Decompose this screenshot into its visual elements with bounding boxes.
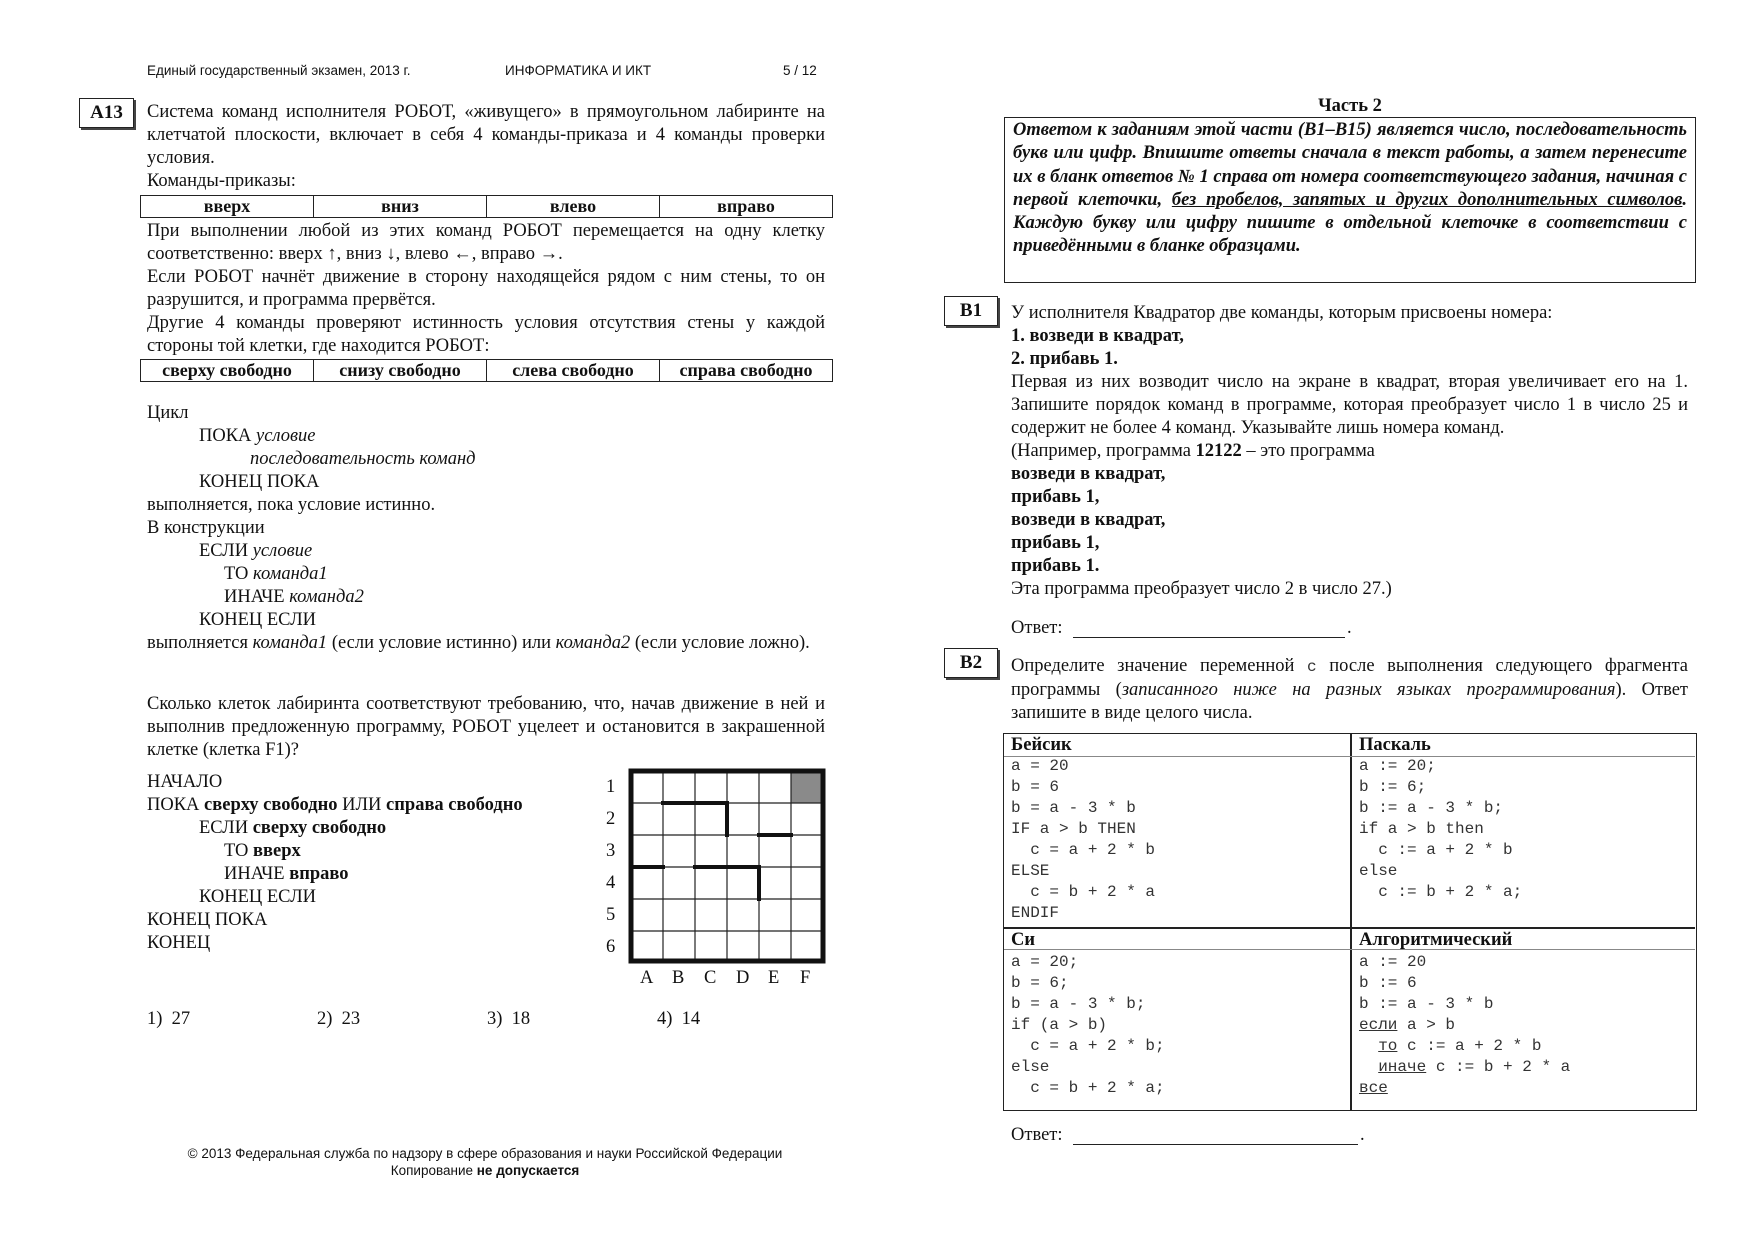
- c-code: [1011, 952, 1165, 1099]
- prog-while-kw: ПОКА: [147, 795, 200, 815]
- code-line: c = b + 2 * a;: [1011, 1079, 1165, 1097]
- lang-c-name: Си: [1011, 930, 1036, 950]
- maze-walls: [631, 803, 791, 899]
- else-line: [147, 586, 825, 609]
- code-table: [1003, 733, 1697, 1111]
- instr-part-2: . Каждую букву или цифру пишите в отдельной клеточке в соответствии с приведёнными в бланке образцами.: [1013, 189, 1688, 257]
- b1-example-a: (Например, программа: [1011, 441, 1191, 461]
- prog-else-kw: ИНАЧЕ: [224, 864, 285, 884]
- else-kw: ИНАЧЕ: [224, 587, 285, 607]
- row-label-6: 6: [606, 937, 616, 957]
- prog-else-line: [147, 863, 587, 886]
- footer-copy-a: Копирование: [390, 1163, 474, 1178]
- code-line: c = a + 2 * b;: [1011, 1037, 1165, 1055]
- option-4-val: 14: [681, 1009, 701, 1029]
- code-line: b = 6;: [1011, 974, 1069, 992]
- code-line: c := a + 2 * b: [1359, 841, 1513, 859]
- command-up: вверх: [141, 196, 314, 218]
- lang-basic-name: Бейсик: [1011, 735, 1072, 755]
- if-desc-cmd1: команда1: [252, 633, 328, 653]
- loop-while-line: [147, 425, 825, 448]
- else-cmd: команда2: [289, 587, 364, 607]
- if-desc-1: выполняется: [147, 633, 248, 653]
- algo-then-rest: c := a + 2 * b: [1397, 1037, 1542, 1055]
- a13-check-text: Другие 4 команды проверяют истинность условия отсутствия стены у каждой стороны той клетки, где находится РОБОТ:: [147, 313, 825, 356]
- a13-intro: Система команд исполнителя РОБОТ, «живущего» в прямоугольном лабиринте на клетчатой плоскости, включает в себя 4 команды-приказа и 4 команды проверки условия.: [147, 102, 825, 168]
- prog-then-cmd: вверх: [253, 841, 301, 861]
- prog-if-line: [147, 817, 587, 840]
- code-line: c = a + 2 * b: [1011, 841, 1156, 859]
- basic-code: [1011, 756, 1155, 924]
- code-table-hdivider-2: [1004, 949, 1695, 950]
- b2-answer: [1011, 1124, 1365, 1147]
- footer-copy-line: [120, 1162, 850, 1179]
- footer-copyright: © 2013 Федеральная служба по надзору в сфере образования и науки Российской Федерации: [187, 1146, 783, 1161]
- if-desc-2: (если условие истинно) или: [331, 633, 551, 653]
- a13-question: [147, 693, 825, 762]
- checks-table: [140, 359, 833, 382]
- a13-move-text: При выполнении любой из этих команд РОБОТ перемещается на одну клетку соответственно: вверх ↑, вниз ↓, влево ←, вправо →.: [147, 221, 825, 264]
- shaded-cell-f1: [791, 771, 823, 803]
- question-text: Сколько клеток лабиринта соответствуют требованию, что, начав движение в ней и выполнив предложенную программу, РОБОТ уцелеет и остановится в закрашенной клетке (клетка F1)?: [147, 694, 825, 760]
- code-line: [1359, 1057, 1570, 1078]
- row-label-5: 5: [606, 905, 616, 925]
- check-left-free: слева свободно: [487, 360, 660, 382]
- algo-kw-then: то: [1378, 1037, 1398, 1055]
- code-table-hdivider: [1004, 927, 1695, 929]
- if-desc-3: (если условие ложно).: [634, 633, 810, 653]
- b1-example-num: 12122: [1195, 441, 1242, 461]
- part2-instructions: [1004, 117, 1696, 283]
- row-label-3: 3: [606, 841, 616, 861]
- option-1-val: 27: [171, 1009, 191, 1029]
- row-label-2: 2: [606, 809, 616, 829]
- if-desc-cmd2: команда2: [555, 633, 631, 653]
- option-1: [147, 1008, 190, 1031]
- code-line: [1359, 1036, 1570, 1057]
- answer-options: [147, 1008, 747, 1034]
- if-kw: ЕСЛИ: [199, 541, 249, 561]
- col-label-c: C: [704, 968, 717, 988]
- then-kw: ТО: [224, 564, 249, 584]
- code-line: b = a - 3 * b;: [1011, 995, 1146, 1013]
- loop-end: КОНЕЦ ПОКА: [199, 472, 320, 492]
- code-line: a = 20: [1011, 757, 1069, 775]
- option-4: [657, 1008, 700, 1031]
- code-line: a := 20: [1359, 953, 1427, 971]
- page-number: 5 / 12: [783, 63, 817, 78]
- option-2-num: 2): [317, 1009, 333, 1029]
- b1-example-end: Эта программа преобразует число 2 в число 27.): [1011, 579, 1392, 599]
- b1-example-line-3: возведи в квадрат,: [1011, 510, 1166, 530]
- b1-answer: [1011, 617, 1351, 640]
- a13-body-2: [147, 220, 825, 358]
- task-tag-a13: A13: [79, 98, 134, 128]
- prog-while-c2: справа свободно: [386, 795, 523, 815]
- algo-else-rest: c := b + 2 * a: [1426, 1058, 1571, 1076]
- code-line: [1359, 1015, 1570, 1036]
- instr-underlined: без пробелов, запятых и других дополнительных символов: [1171, 189, 1683, 210]
- prog-if-c: сверху свободно: [252, 818, 387, 838]
- code-line: b := a - 3 * b: [1359, 995, 1494, 1013]
- prog-start: НАЧАЛО: [147, 772, 223, 792]
- b1-example-line-5: прибавь 1.: [1011, 556, 1100, 576]
- lang-algo-name: Алгоритмический: [1359, 930, 1513, 950]
- b2-answer-line[interactable]: [1073, 1144, 1358, 1145]
- if-desc: [147, 632, 825, 655]
- loop-construct: [147, 402, 825, 655]
- b1-text: Первая из них возводит число на экране в квадрат, вторая увеличивает его на 1. Запишите порядок команд в программе, которая преобразует число 1 в число 25 и содержит не более 4 команд. Указывайте лишь номера команд.: [1011, 372, 1688, 438]
- then-cmd: команда1: [253, 564, 328, 584]
- code-line: b = a - 3 * b: [1011, 799, 1136, 817]
- a13-wall-text: Если РОБОТ начнёт движение в сторону находящейся рядом с ним стены, то он разрушится, и программа прервётся.: [147, 267, 825, 310]
- b1-example-line-4: прибавь 1,: [1011, 533, 1100, 553]
- robot-program: [147, 771, 587, 955]
- b1-body: [1011, 302, 1688, 601]
- if-line: [147, 540, 825, 563]
- maze-grid: [628, 768, 832, 964]
- task-tag-b1: B1: [944, 296, 998, 326]
- option-1-num: 1): [147, 1009, 163, 1029]
- commands-table: [140, 195, 833, 218]
- b2-text-a: Определите значение переменной: [1011, 656, 1295, 676]
- loop-title: Цикл: [147, 403, 189, 423]
- a13-body: [147, 101, 825, 193]
- command-right: вправо: [660, 196, 833, 218]
- code-table-vdivider: [1350, 734, 1352, 1110]
- option-4-num: 4): [657, 1009, 673, 1029]
- prog-while-or: ИЛИ: [342, 795, 382, 815]
- algo-if-rest: a > b: [1397, 1016, 1456, 1034]
- page-footer: [120, 1145, 850, 1179]
- b1-intro: У исполнителя Квадратор две команды, которым присвоены номера:: [1011, 303, 1553, 323]
- if-cond: условие: [252, 541, 313, 561]
- exam-title: Единый государственный экзамен, 2013 г.: [147, 63, 411, 78]
- then-line: [147, 563, 825, 586]
- b1-cmd1: 1. возведи в квадрат,: [1011, 326, 1184, 346]
- b1-answer-label: Ответ:: [1011, 618, 1063, 638]
- option-3-val: 18: [511, 1009, 531, 1029]
- command-left: влево: [487, 196, 660, 218]
- code-line: b = 6: [1011, 778, 1060, 796]
- code-line: c = b + 2 * a: [1011, 883, 1156, 901]
- command-down: вниз: [314, 196, 487, 218]
- col-label-b: B: [672, 968, 685, 988]
- code-line: ENDIF: [1011, 904, 1060, 922]
- b2-text-c: ). Ответ запишите в виде целого числа.: [1011, 680, 1689, 723]
- prog-while-line: [147, 794, 587, 817]
- prog-while-c1: сверху свободно: [204, 795, 338, 815]
- code-line: [1359, 1078, 1570, 1099]
- page-header: [147, 63, 822, 83]
- loop-seq: последовательность команд: [250, 449, 476, 469]
- check-right-free: справа свободно: [660, 360, 833, 382]
- col-label-e: E: [768, 968, 780, 988]
- b2-text-var: c: [1307, 658, 1317, 676]
- prog-end-while: КОНЕЦ ПОКА: [147, 910, 268, 930]
- col-label-d: D: [736, 968, 750, 988]
- code-line: ELSE: [1011, 862, 1050, 880]
- b1-example-line-1: возведи в квадрат,: [1011, 464, 1166, 484]
- prog-else-cmd: вправо: [289, 864, 349, 884]
- code-line: else: [1359, 862, 1398, 880]
- option-2: [317, 1008, 360, 1031]
- prog-if-kw: ЕСЛИ: [199, 818, 249, 838]
- footer-copy-b: не допускается: [476, 1163, 580, 1178]
- pascal-code: [1359, 756, 1522, 903]
- algo-kw-end: все: [1359, 1079, 1388, 1097]
- prog-then-kw: ТО: [224, 841, 249, 861]
- code-line: b := 6;: [1359, 778, 1427, 796]
- prog-end: КОНЕЦ: [147, 933, 211, 953]
- b1-example: [1011, 440, 1688, 463]
- b1-example-line-2: прибавь 1,: [1011, 487, 1100, 507]
- loop-cond: условие: [256, 426, 316, 446]
- code-line: b := a - 3 * b;: [1359, 799, 1504, 817]
- instr-part-1: Ответом к заданиям этой части (B1–B15) является число, последовательность букв или цифр. Впишите ответы сначала в текст работы, а затем перенесите их в бланк ответов № 1 справа от номера соответствующего задания, начиная с первой клеточки,: [1013, 120, 1687, 210]
- col-label-f: F: [800, 968, 811, 988]
- code-line: c := b + 2 * a;: [1359, 883, 1523, 901]
- prog-then-line: [147, 840, 587, 863]
- b1-answer-line[interactable]: [1073, 637, 1345, 638]
- code-line: b := 6: [1359, 974, 1417, 992]
- b2-answer-dot: .: [1360, 1125, 1365, 1145]
- task-tag-b2: B2: [944, 648, 998, 678]
- code-line: if (a > b): [1011, 1016, 1108, 1034]
- row-label-1: 1: [606, 777, 616, 797]
- code-line: if a > b then: [1359, 820, 1484, 838]
- prog-end-if: КОНЕЦ ЕСЛИ: [199, 887, 316, 907]
- check-top-free: сверху свободно: [141, 360, 314, 382]
- code-line: a = 20;: [1011, 953, 1079, 971]
- loop-desc: выполняется, пока условие истинно.: [147, 495, 436, 515]
- lang-pascal-name: Паскаль: [1359, 735, 1431, 755]
- option-3-num: 3): [487, 1009, 503, 1029]
- if-title: В конструкции: [147, 518, 265, 538]
- maze: [600, 764, 840, 994]
- code-line: a := 20;: [1359, 757, 1436, 775]
- subject-title: ИНФОРМАТИКА И ИКТ: [505, 63, 652, 78]
- a13-commands-label: Команды-приказы:: [147, 171, 296, 191]
- b2-text: [1011, 655, 1688, 725]
- b2-answer-label: Ответ:: [1011, 1125, 1063, 1145]
- check-bottom-free: снизу свободно: [314, 360, 487, 382]
- row-label-4: 4: [606, 873, 616, 893]
- b1-answer-dot: .: [1347, 618, 1352, 638]
- option-2-val: 23: [341, 1009, 361, 1029]
- if-end: КОНЕЦ ЕСЛИ: [199, 610, 316, 630]
- option-3: [487, 1008, 530, 1031]
- b1-cmd2: 2. прибавь 1.: [1011, 349, 1118, 369]
- b2-text-b: после выполнения следующего фрагмента программы (: [1011, 656, 1688, 700]
- algo-code: [1359, 952, 1570, 1099]
- part2-title: Часть 2: [1318, 96, 1382, 116]
- col-label-a: A: [640, 968, 654, 988]
- b1-example-b: – это программа: [1246, 441, 1375, 461]
- loop-while-kw: ПОКА: [199, 426, 252, 446]
- b2-text-it: записанного ниже на разных языках программирования: [1121, 680, 1616, 700]
- instructions-text: [1013, 119, 1687, 259]
- code-line: IF a > b THEN: [1011, 820, 1136, 838]
- algo-kw-else: иначе: [1378, 1058, 1427, 1076]
- algo-kw-if: если: [1359, 1016, 1398, 1034]
- b2-body: [1011, 655, 1688, 725]
- code-line: else: [1011, 1058, 1050, 1076]
